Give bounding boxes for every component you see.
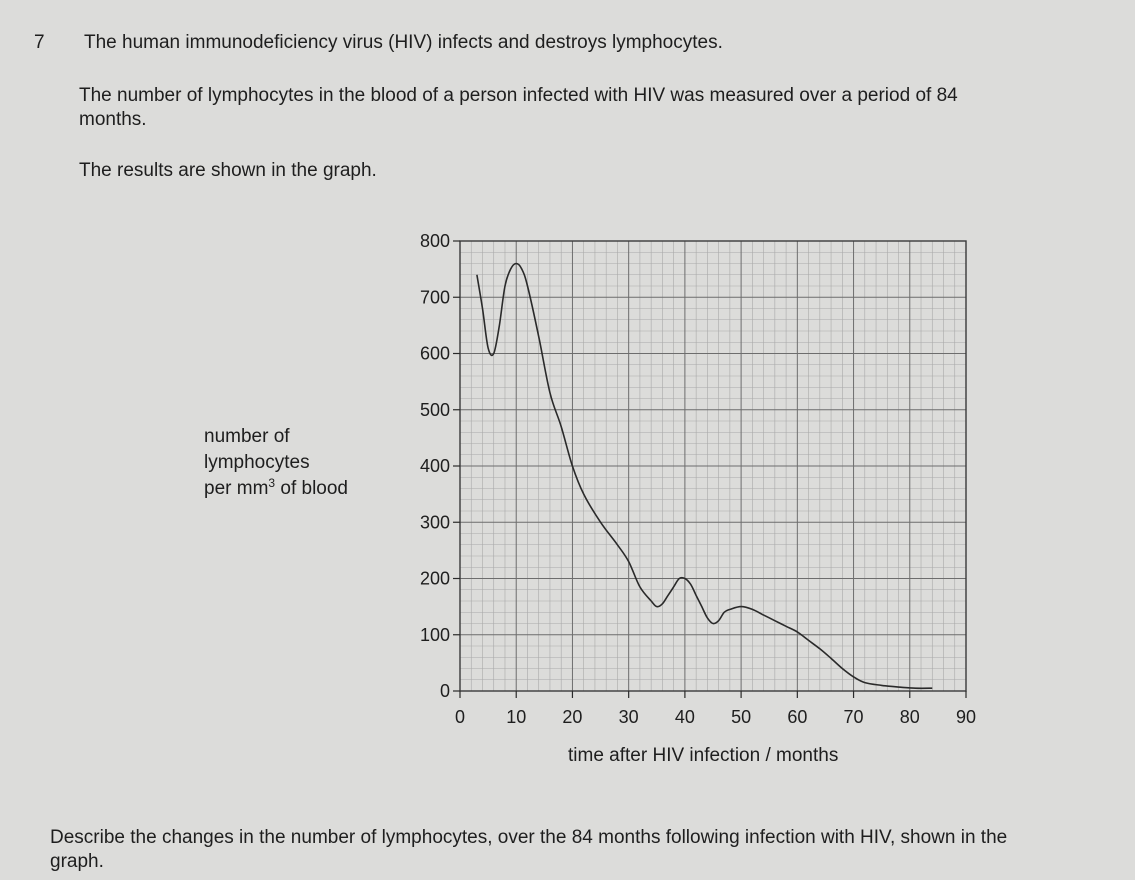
x-tick-label: 0 [454, 707, 466, 727]
question-number: 7 [34, 32, 45, 53]
y-axis-label [204, 424, 348, 502]
y-tick-label: 200 [419, 568, 450, 589]
question-paragraph: The number of lymphocytes in the blood of a person infected with HIV was measured over a period of 84 months. [79, 85, 958, 130]
x-tick-label: 50 [731, 707, 752, 727]
y-tick-label: 600 [419, 343, 450, 364]
x-tick-label: 40 [674, 707, 695, 727]
y-axis-label-line1: number of [204, 426, 290, 447]
y-axis-label-tail: of blood [275, 478, 348, 499]
x-axis-ticks [455, 691, 976, 727]
y-axis-label-line3 [204, 476, 348, 502]
y-axis-ticks [420, 231, 460, 701]
y-tick-label: 0 [439, 681, 450, 701]
y-tick-label: 100 [419, 624, 450, 645]
x-axis-label: time after HIV infection / months [568, 745, 839, 766]
lymphocyte-curve [477, 264, 932, 689]
x-tick-label: 20 [562, 707, 583, 727]
x-tick-label: 80 [899, 707, 920, 727]
y-tick-label: 500 [419, 399, 450, 420]
results-sentence: The results are shown in the graph. [79, 160, 377, 181]
x-tick-label: 60 [787, 707, 808, 727]
y-tick-label: 400 [419, 456, 450, 476]
x-tick-label: 10 [506, 707, 527, 727]
y-axis-label-superscript: 3 [268, 476, 276, 490]
y-tick-label: 800 [419, 231, 450, 251]
y-tick-label: 300 [419, 512, 450, 533]
y-axis-label-line2: lymphocytes [204, 452, 310, 473]
x-tick-label: 70 [843, 707, 864, 727]
y-axis-label-unit: per mm [204, 478, 269, 499]
lymphocyte-chart [400, 225, 1010, 735]
question-intro: The human immunodeficiency virus (HIV) infects and destroys lymphocytes. [84, 32, 723, 53]
question-describe: Describe the changes in the number of lymphocytes, over the 84 months following infection with HIV, shown in the graph. [50, 827, 1008, 872]
x-tick-label: 90 [955, 707, 977, 727]
y-tick-label: 700 [419, 287, 450, 308]
x-tick-label: 30 [618, 707, 639, 727]
